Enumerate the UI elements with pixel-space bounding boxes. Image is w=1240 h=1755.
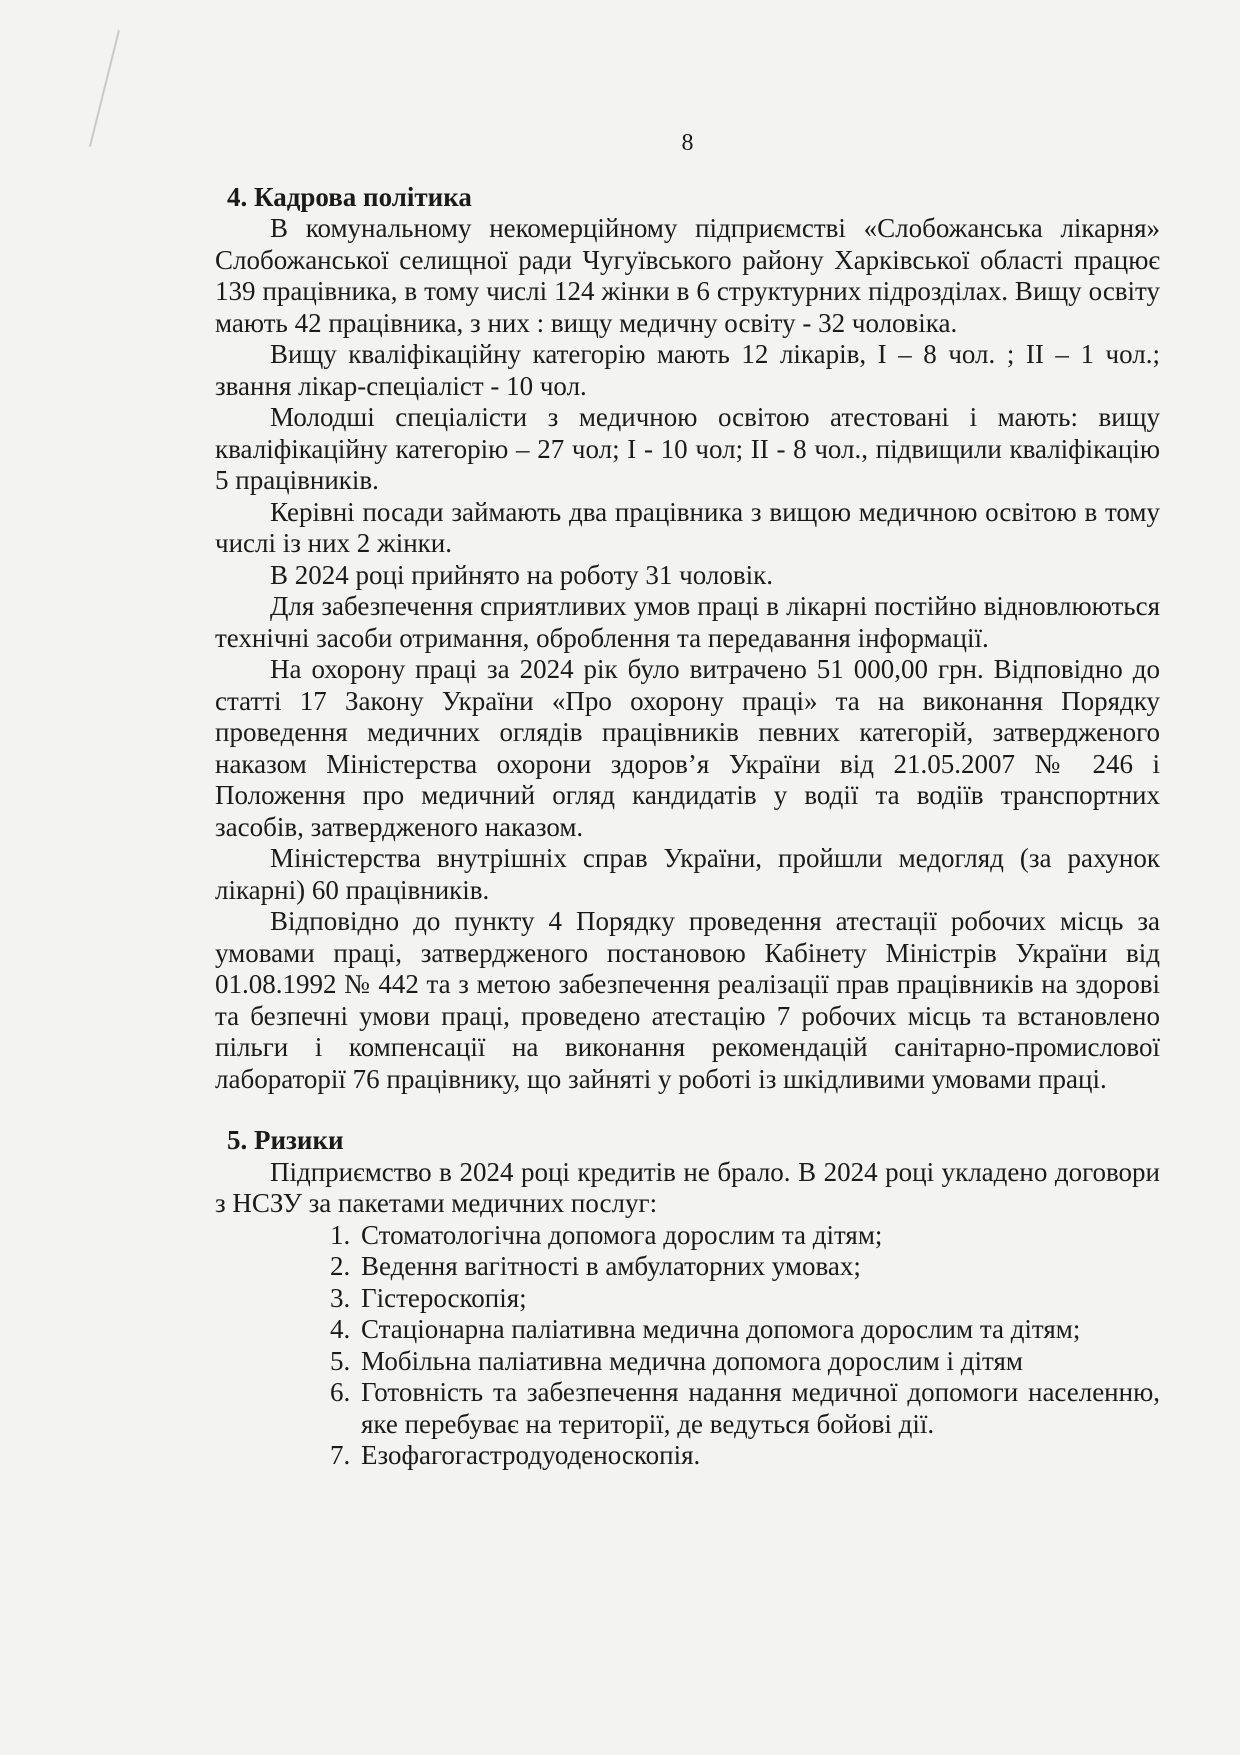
list-item: 4. Стаціонарна паліативна медична допомога дорослим та дітям; [357,1314,1160,1346]
section-5-intro: Підприємство в 2024 році кредитів не брало. В 2024 році укладено договори з НСЗУ за пакетами медичних послуг: [215,1156,1160,1218]
list-item: 2. Ведення вагітності в амбулаторних умовах; [357,1251,1160,1283]
section-4-paragraph: На охорону праці за 2024 рік було витрачено 51 000,00 грн. Відповідно до статті 17 Закону України «Про охорону праці» та на виконання Порядку проведення медичних оглядів працівників певних категорій, затвердженого наказом Міністерства охорони здоров’я України від 21.05.2007 № 246 і Положення про медичний огляд кандидатів у водії та водіїв транспортних засобів, затвердженого наказом. [215,654,1160,842]
section-4-paragraph: Керівні посади займають два працівника з вищою медичною освітою в тому числі із них 2 жінки. [215,496,1160,558]
services-list [215,1220,1160,1472]
list-item: 3. Гістероскопія; [357,1283,1160,1315]
page-number: 8 [681,130,694,156]
section-4-paragraph: Вищу кваліфікаційну категорію мають 12 лікарів, I – 8 чол. ; II – 1 чол.; звання лікар-спеціаліст - 10 чол. [215,339,1160,401]
section-4-paragraph: Для забезпечення сприятливих умов праці в лікарні постійно відновлюються технічні засоби отримання, оброблення та передавання інформації. [215,591,1160,653]
scan-edge-line [89,30,120,147]
section-4-paragraph: В 2024 році прийнято на роботу 31 чоловік. [270,559,773,590]
section-4-paragraph: Відповідно до пункту 4 Порядку проведення атестації робочих місць за умовами праці, затвердженого постановою Кабінету Міністрів України від 01.08.1992 № 442 та з метою забезпечення реалізації прав працівників на здорові та безпечні умови праці, проведено атестацію 7 робочих місць та встановлено пільги і компенсації на виконання рекомендацій санітарно-промислової лабораторії 76 працівнику, що зайняті у роботі із шкідливими умовами праці. [215,906,1160,1094]
section-4-paragraph: Міністерства внутрішніх справ України, пройшли медогляд (за рахунок лікарні) 60 працівників. [215,843,1160,905]
list-item: 6. Готовність та забезпечення надання медичної допомоги населенню, яке перебуває на території, де ведуться бойові дії. [357,1377,1160,1440]
document-page [215,128,1160,1472]
section-5-heading: 5. Ризики [227,1125,344,1155]
section-4-paragraph: Молодші спеціалісти з медичною освітою атестовані і мають: вищу кваліфікаційну категорію – 27 чол; I - 10 чол; II - 8 чол., підвищили кваліфікацію 5 працівників. [215,402,1160,495]
list-item: 7. Езофагогастродуоденоскопія. [357,1440,1160,1472]
list-item: 1. Стоматологічна допомога дорослим та дітям; [357,1220,1160,1252]
section-4-heading: 4. Кадрова політика [227,181,472,212]
list-item: 5. Мобільна паліативна медична допомога дорослим і дітям [357,1346,1160,1378]
section-4-paragraph: В комунальному некомерційному підприємстві «Слобожанська лікарня» Слобожанської селищної ради Чугуївського району Харківської області працює 139 працівника, в тому числі 124 жінки в 6 структурних підрозділах. Вищу освіту мають 42 працівника, з них : вищу медичну освіту - 32 чоловіка. [215,213,1160,338]
